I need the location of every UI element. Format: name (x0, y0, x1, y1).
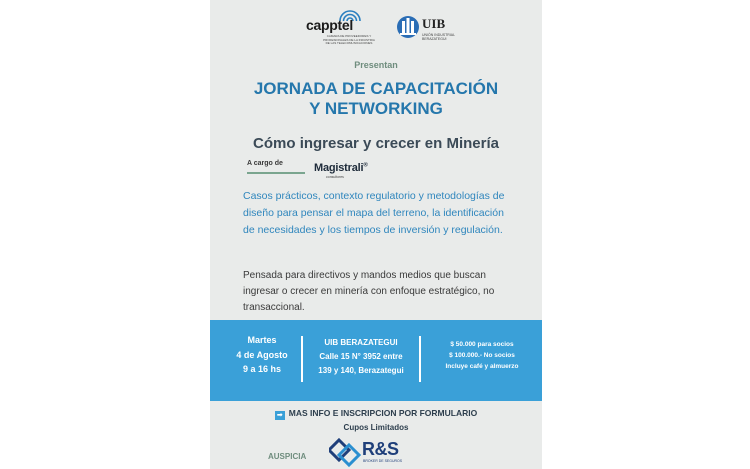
right-arrow-icon: ➡ (275, 411, 285, 420)
event-subtitle: Cómo ingresar y crecer en Minería (253, 135, 499, 152)
title-line-2: Y NETWORKING (309, 99, 443, 118)
rs-logo (329, 436, 403, 469)
event-date: 4 de Agosto (236, 349, 288, 360)
more-info-text: MAS INFO E INSCRIPCION POR FORMULARIO (288, 408, 478, 418)
rs-wordmark: R&S (362, 439, 399, 459)
uib-logo (396, 12, 466, 46)
venue-address-1: Calle 15 N° 3952 entre (319, 352, 403, 361)
rs-emblem-icon (329, 438, 361, 468)
venue-block (310, 336, 412, 417)
uib-wordmark: UIB (422, 16, 446, 31)
venue-name: UIB BERAZATEGUI (324, 338, 398, 347)
capptel-subtitle: CÁMARA DE PROVEEDORES Y PROFESIONALES DE LA INDUSTRIA DE LAS TELECOMUNICACIONES (323, 35, 375, 46)
event-time: 9 a 16 hs (242, 364, 282, 374)
audience-text: Pensada para directivos y mandos medios que buscan ingresar o crecer en minería con enfoque estratégico, no transaccional. (243, 270, 495, 313)
price-includes: Incluye café y almuerzo (445, 363, 519, 370)
event-day: Martes (247, 335, 277, 345)
a-cargo-underline (247, 172, 305, 174)
uib-subtitle: UNIÓN INDUSTRIAL BERAZATEGUI (422, 33, 456, 41)
event-title (210, 79, 542, 119)
capptel-wordmark: capptel (306, 17, 353, 33)
limited-spots: Cupos Limitados (343, 423, 409, 432)
event-info-band (210, 320, 542, 401)
a-cargo-label: A cargo de (247, 160, 283, 167)
presentan-label: Presentan (354, 60, 398, 70)
capptel-logo (306, 8, 392, 52)
divider-1 (301, 336, 303, 382)
uib-emblem-icon (396, 12, 420, 42)
price-non-members: $ 100.000.- No socios (449, 352, 515, 359)
magistrali-logo (314, 162, 368, 174)
title-line-1: JORNADA DE CAPACITACIÓN (253, 79, 499, 98)
venue-address-2: 139 y 140, Berazategui (318, 366, 404, 375)
rs-subtitle: BROKER DE SEGUROS (363, 459, 403, 463)
description-text: Casos prácticos, contexto regulatorio y metodologías de diseño para pensar el mapa del terreno, la identificación de necesidades y los tiempos de inversión y regulación. (243, 190, 505, 236)
event-flyer (210, 0, 542, 469)
more-info-link[interactable] (210, 408, 542, 420)
magistrali-subtitle: consultores (326, 175, 344, 179)
price-members: $ 50.000 para socios (450, 341, 514, 348)
registered-mark: ® (363, 162, 368, 169)
divider-2 (419, 336, 421, 382)
date-block (226, 333, 298, 414)
magistrali-wordmark: Magistrali (314, 162, 364, 174)
auspicia-label: AUSPICIA (268, 452, 307, 461)
